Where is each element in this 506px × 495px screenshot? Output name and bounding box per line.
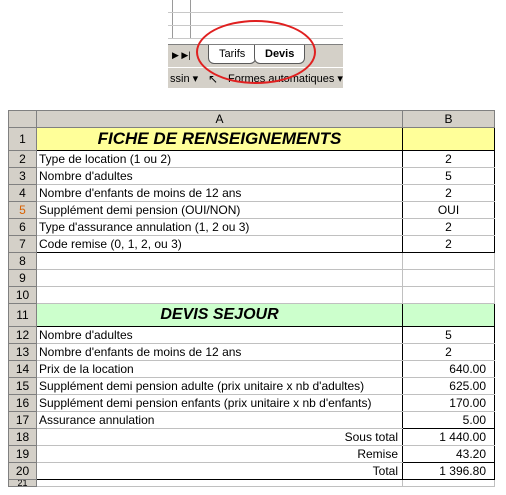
column-header-a[interactable]: A (37, 111, 403, 128)
grid-line (168, 12, 343, 13)
cell-a17[interactable]: Assurance annulation (37, 412, 403, 429)
cell-b1[interactable] (403, 128, 495, 151)
cell-a9[interactable] (37, 270, 403, 287)
row-header[interactable]: 1 (9, 128, 37, 151)
row-header[interactable]: 20 (9, 463, 37, 480)
tab-scroll-buttons[interactable]: ▶ ▶| (172, 50, 191, 60)
tab-devis[interactable]: Devis (254, 45, 305, 64)
cell-a21[interactable] (37, 480, 403, 487)
row-header[interactable]: 12 (9, 327, 37, 344)
column-header-b[interactable]: B (403, 111, 495, 128)
annotation-circle (196, 20, 316, 84)
select-all-corner[interactable] (9, 111, 37, 128)
draw-menu-button[interactable]: ssin ▾ (170, 73, 199, 85)
cell-b19[interactable]: 43.20 (403, 446, 495, 463)
cell-b5[interactable]: OUI (403, 202, 495, 219)
cell-b17[interactable]: 5.00 (403, 412, 495, 429)
cell-a12[interactable]: Nombre d'adultes (37, 327, 403, 344)
cell-a15[interactable]: Supplément demi pension adulte (prix unitaire x nb d'adultes) (37, 378, 403, 395)
row-header[interactable]: 14 (9, 361, 37, 378)
cell-b2[interactable]: 2 (403, 151, 495, 168)
cell-a4[interactable]: Nombre d'enfants de moins de 12 ans (37, 185, 403, 202)
cell-b21[interactable] (403, 480, 495, 487)
row-header[interactable]: 10 (9, 287, 37, 304)
cell-a18[interactable]: Sous total (37, 429, 403, 446)
cell-a6[interactable]: Type d'assurance annulation (1, 2 ou 3) (37, 219, 403, 236)
row-header[interactable]: 2 (9, 151, 37, 168)
cell-a16[interactable]: Supplément demi pension enfants (prix unitaire x nb d'enfants) (37, 395, 403, 412)
title-fiche-renseignements[interactable]: FICHE DE RENSEIGNEMENTS (37, 128, 403, 151)
row-header[interactable]: 7 (9, 236, 37, 253)
row-header[interactable]: 9 (9, 270, 37, 287)
row-header[interactable]: 13 (9, 344, 37, 361)
cell-a19[interactable]: Remise (37, 446, 403, 463)
row-header[interactable]: 8 (9, 253, 37, 270)
cell-a3[interactable]: Nombre d'adultes (37, 168, 403, 185)
row-header[interactable]: 5 (9, 202, 37, 219)
grid-line (172, 0, 173, 38)
cell-b18[interactable]: 1 440.00 (403, 429, 495, 446)
cell-b9[interactable] (403, 270, 495, 287)
title-devis-sejour[interactable]: DEVIS SEJOUR (37, 304, 403, 327)
autoshapes-menu-button[interactable]: Formes automatiques ▾ (228, 73, 343, 85)
grid-line (190, 0, 191, 38)
cell-a10[interactable] (37, 287, 403, 304)
row-header[interactable]: 16 (9, 395, 37, 412)
cell-b16[interactable]: 170.00 (403, 395, 495, 412)
cell-b3[interactable]: 5 (403, 168, 495, 185)
cell-a20[interactable]: Total (37, 463, 403, 480)
cell-a8[interactable] (37, 253, 403, 270)
cell-b11[interactable] (403, 304, 495, 327)
cell-a2[interactable]: Type de location (1 ou 2) (37, 151, 403, 168)
cell-a13[interactable]: Nombre d'enfants de moins de 12 ans (37, 344, 403, 361)
row-header[interactable]: 4 (9, 185, 37, 202)
cell-b8[interactable] (403, 253, 495, 270)
row-header[interactable]: 17 (9, 412, 37, 429)
cell-a5[interactable]: Supplément demi pension (OUI/NON) (37, 202, 403, 219)
cell-b15[interactable]: 625.00 (403, 378, 495, 395)
tab-tarifs[interactable]: Tarifs (208, 45, 256, 64)
cell-a14[interactable]: Prix de la location (37, 361, 403, 378)
row-header[interactable]: 3 (9, 168, 37, 185)
row-header[interactable]: 6 (9, 219, 37, 236)
row-header[interactable]: 19 (9, 446, 37, 463)
cell-b6[interactable]: 2 (403, 219, 495, 236)
row-header[interactable]: 21 (9, 480, 37, 487)
cell-b7[interactable]: 2 (403, 236, 495, 253)
row-header[interactable]: 11 (9, 304, 37, 327)
row-header[interactable]: 18 (9, 429, 37, 446)
cell-b10[interactable] (403, 287, 495, 304)
row-header[interactable]: 15 (9, 378, 37, 395)
cell-b20[interactable]: 1 396.80 (403, 463, 495, 480)
cell-b13[interactable]: 2 (403, 344, 495, 361)
spreadsheet-grid (8, 110, 495, 487)
select-objects-icon[interactable]: ↖ (208, 72, 219, 86)
cell-a7[interactable]: Code remise (0, 1, 2, ou 3) (37, 236, 403, 253)
cell-b14[interactable]: 640.00 (403, 361, 495, 378)
cell-b4[interactable]: 2 (403, 185, 495, 202)
cell-b12[interactable]: 5 (403, 327, 495, 344)
